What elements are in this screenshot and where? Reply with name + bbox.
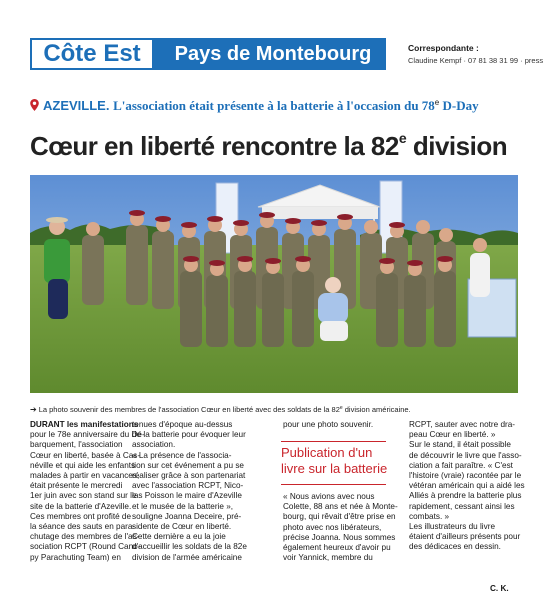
article-line: ciation a fait paraître. « C'est: [409, 460, 513, 470]
article-line: l'histoire (vraie) racontée par le: [409, 471, 522, 481]
article-line: RCPT, sauter avec notre dra-: [409, 420, 516, 429]
article-line: précise Joanna. Nous sommes: [283, 532, 396, 542]
article-line: sidente de Cœur en liberté.: [132, 522, 232, 532]
article-line: Alliés à prendre la batterie plus: [409, 491, 522, 501]
author-signature: C. K.: [490, 584, 509, 593]
photo-caption: [30, 403, 518, 415]
article-column-3: [283, 420, 382, 430]
headline-sup: e: [398, 130, 407, 146]
article-line: Cœur en liberté, basée à Cas-: [30, 450, 141, 460]
article-line: également heureux d'avoir pu: [283, 543, 391, 553]
article-line: réaliser grâce à son partenariat: [132, 471, 246, 481]
article-line: pour une photo souvenir.: [283, 420, 374, 429]
article-line: peau Cœur en liberté. »: [409, 430, 496, 440]
article-line: DURANT les manifestations: [30, 420, 139, 429]
photo-illustration: [30, 175, 518, 393]
article-line: Sur le stand, il était possible: [409, 440, 511, 450]
article-line: Colette, 88 ans et née à Monte-: [283, 502, 398, 512]
article-line: Cette dernière a eu la joie: [132, 532, 226, 542]
article-line: « Nous avions avec nous: [283, 492, 375, 501]
location-pin-icon: [30, 99, 39, 111]
article-line: la séance des sauts en para-: [30, 522, 136, 532]
kicker-town: AZEVILLE.: [43, 98, 110, 113]
article-line: était présente le mercredi: [30, 481, 123, 491]
article-line: de découvrir le livre que l'asso-: [409, 450, 522, 460]
article-line: py Parachuting Team) en: [30, 552, 121, 562]
article-line: site de la batterie d'Azeville.: [30, 501, 132, 511]
headline: [30, 118, 510, 166]
headline-tail: division: [406, 131, 508, 161]
article-line: malades à partir en vacances,: [30, 471, 140, 481]
article-line: 1er juin avec son stand sur le: [30, 491, 137, 501]
article-line: « La présence de l'associa-: [132, 450, 232, 460]
group-photo: [30, 175, 518, 393]
article-column-4: [409, 420, 525, 553]
article-line: d'accueillir les soldats de la 82e: [132, 542, 247, 552]
article-line: avec l'association RCPT, Nico-: [132, 481, 244, 491]
article-line: Les illustrateurs du livre: [409, 522, 496, 532]
article-line: bourg, qui rêvait d'être prise en: [283, 512, 396, 522]
article-line: étaient d'ailleurs présents pour: [409, 532, 521, 542]
article-line: pour le 78e anniversaire du Dé-: [30, 430, 145, 440]
kicker-text: L'association était présente à la batterie à l'occasion du 78: [113, 98, 435, 113]
article-line: Ces membres ont profité de: [30, 511, 132, 521]
caption-text: La photo souvenir des membres de l'association Cœur en liberté avec des soldats de la 82: [38, 405, 340, 414]
subhead-rule-top: [281, 441, 386, 442]
article-line: néville et qui aide les enfants: [30, 460, 136, 470]
section-title: Pays de Montebourg: [174, 43, 372, 65]
article-line: barquement, l'association: [30, 440, 123, 450]
article-line: combats. »: [409, 511, 450, 521]
correspondent-label: Correspondante :: [408, 43, 479, 53]
article-line: vétéran américain qui a aidé les: [409, 481, 525, 491]
rubric-label: Côte Est: [30, 38, 154, 70]
article-line: chutage des membres de l'as-: [30, 532, 140, 542]
article-line: et le musée de la batterie »,: [132, 501, 234, 511]
article-line: de la batterie pour évoquer leur: [132, 430, 246, 440]
article-column-2: [132, 420, 247, 563]
subhead-rule-bottom: [281, 484, 386, 485]
article-line: voir Yannick, membre du: [283, 553, 373, 563]
arrow-icon: ➔: [30, 405, 37, 414]
article-column-1: [30, 420, 145, 563]
article-line: association.: [132, 440, 176, 450]
article-column-3-continued: [283, 492, 398, 563]
article-line: rapidement, cessant ainsi les: [409, 501, 515, 511]
caption-tail: division américaine.: [342, 405, 411, 414]
caption-sup: e: [339, 405, 343, 411]
kicker: [30, 95, 525, 111]
kicker-tail: D-Day: [439, 98, 479, 113]
article-line: des dédicaces en dessin.: [409, 542, 501, 552]
article-line: division de l'armée américaine: [132, 552, 242, 562]
article-line: tion sur cet événement a pu se: [132, 460, 244, 470]
article-line: souligne Joanna Deceire, pré-: [132, 511, 242, 521]
headline-main: Cœur en liberté rencontre la 82: [30, 131, 399, 161]
article-line: photo avec nos libérateurs,: [283, 522, 382, 532]
article-line: las Poisson le maire d'Azeville: [132, 491, 242, 501]
article-line: sociation RCPT (Round Cano-: [30, 542, 141, 552]
correspondent-contact: Claudine Kempf · 07 81 38 31 99 · press: [408, 56, 543, 65]
kicker-sup: e: [434, 98, 440, 107]
subhead: Publication d'un livre sur la batterie: [281, 445, 388, 476]
article-line: tenues d'époque au-dessus: [132, 420, 233, 429]
